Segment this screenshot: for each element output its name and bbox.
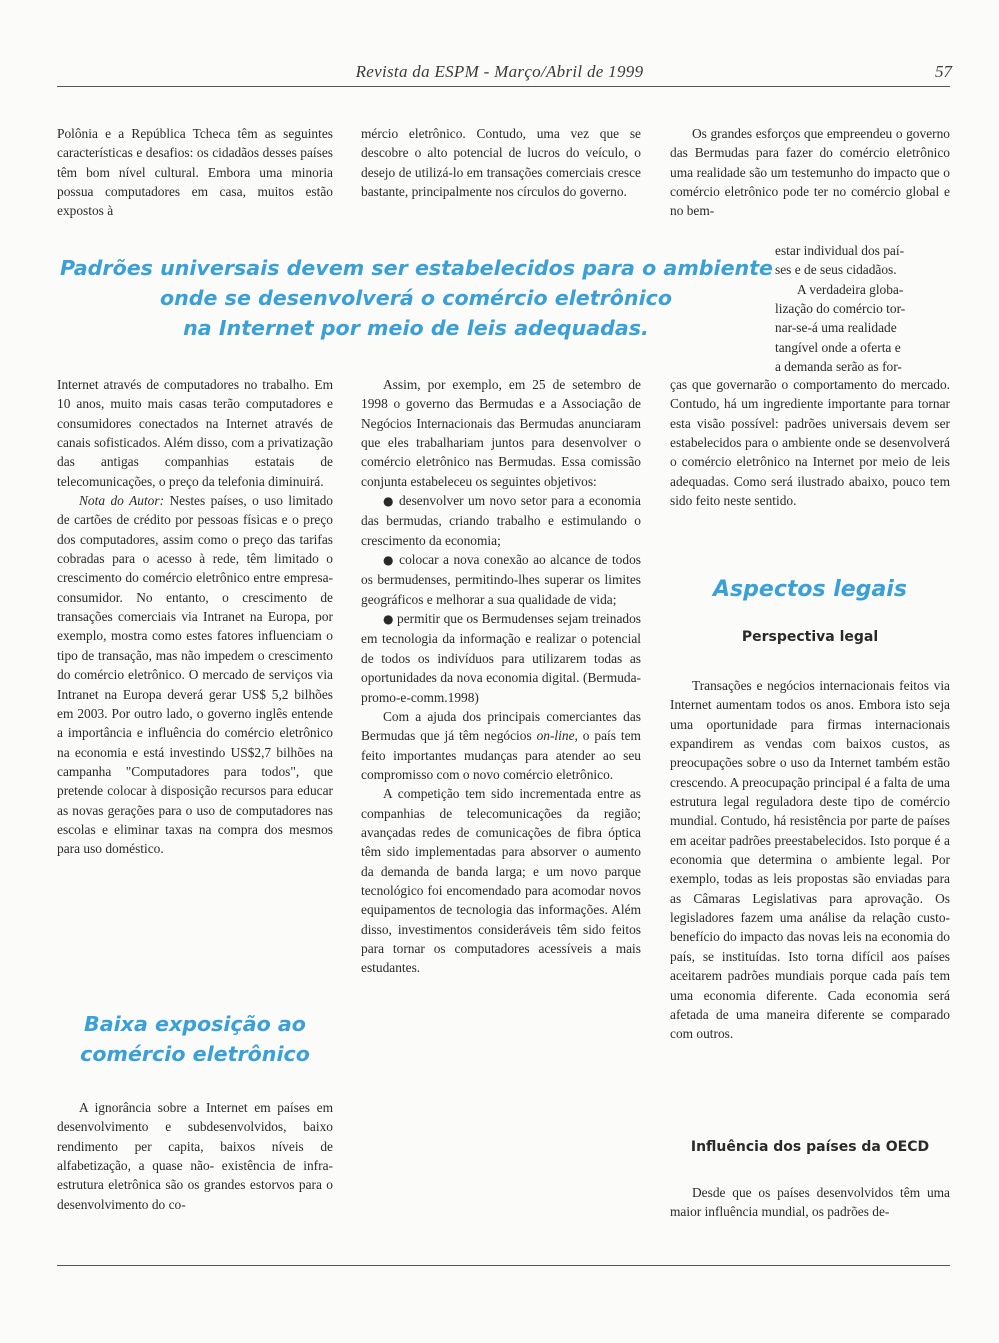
col2-body xyxy=(361,375,641,978)
paragraph: A competição tem sido incrementada entre as companhias de telecomunicações da região; avançadas redes de comunicações de fibra óptica têm sido implementadas para absorver o aumento da demanda de banda larga; e um novo parque tecnológico foi encomendado para acomodar novos equipamentos de tecnologia das informações. Além disso, investimentos consideráveis têm sido feitos para tornar os computadores acessíveis a mais estudantes. xyxy=(361,786,641,976)
paragraph: Nota do Autor: Nestes países, o uso limitado de cartões de crédito por pessoas físicas e o preço dos computadores, assim como o preço das tarifas cobradas para o acesso à rede, têm limitado o crescimento do comércio eletrônico entre empresa-consumidor. No entanto, o crescimento de transações comerciais via Intranet na Europa, por exemplo, mostra como estes fatores influenciam o tipo de transação, mas não impedem o crescimento do comércio eletrônico. O mercado de serviços via Intranet na Europa deverá gerar US$ 5,2 bilhões em 2003. Por outro lado, o governo inglês entende a importância e influência do comércio eletrônico na economia e está investindo US$2,7 bilhões na campanha "Computadores para todos", que pretende colocar à disposição recursos para educar as novas gerações para o uso de computadores nas escolas e eliminar taxas na compra dos mesmos para uso doméstico. xyxy=(57,493,333,857)
col3-top-text: Os grandes esforços que empreendeu o governo das Bermudas para fazer do comércio eletrônico uma realidade são um testemunho do impacto que o comércio eletrônico pode ter no comércio global e no bem- xyxy=(670,126,950,219)
col1-body xyxy=(57,375,333,859)
section-heading-aspectos-legais: Aspectos legais xyxy=(713,577,907,602)
paragraph: Internet através de computadores no trabalho. Em 10 anos, muito mais casas terão computadores e consumidores conectados na Internet através de canais sofisticados. Além disso, com a privatização das antigas companhias estatais de telecomunicações, o preço da telefonia diminuirá. xyxy=(57,377,333,489)
bullet-icon: ● xyxy=(383,553,395,568)
list-item: ● desenvolver um novo setor para a economia das bermudas, criando trabalho e estimulando o crescimento da economia; xyxy=(361,493,641,548)
page-number: 57 xyxy=(935,62,952,81)
list-item: ● colocar a nova conexão ao alcance de todos os bermudenses, permitindo-lhes superar os limites geográficos e melhorar a sua qualidade de vida; xyxy=(361,552,641,607)
sub-heading-influencia-oecd: Influência dos países da OECD xyxy=(690,1139,930,1155)
paragraph: Assim, por exemplo, em 25 de setembro de 1998 o governo das Bermudas e a Associação de Negócios Internacionais das Bermudas anunciaram que eles trabalhariam juntos para desenvolver o comércio eletrônico nas Bermudas. Essa comissão conjunta estabeleceu os seguintes objetivos: xyxy=(361,377,641,489)
pull-quote xyxy=(60,253,772,343)
list-item: ● permitir que os Bermudenses sejam treinados em tecnologia da informação e realizar o potencial de todos os indivíduos para utilizarem todas as oportunidades da nova economia digital. (Bermuda-promo-e-comm.1998) xyxy=(361,611,641,705)
header-rule xyxy=(57,86,950,87)
col1-top-text: Polônia e a República Tcheca têm as seguintes características e desafios: os cidadãos desses países têm bom nível cultural. Embora uma minoria possua computadores em casa, muitos estão expostos à xyxy=(57,126,333,219)
footer-rule xyxy=(57,1265,950,1266)
pull-quote-line: onde se desenvolverá o comércio eletrônico xyxy=(160,286,672,310)
col1-body-2 xyxy=(57,1098,333,1214)
paragraph: ças que governarão o comportamento do mercado. Contudo, há um ingrediente importante para tornar esta visão possível: padrões universais devem ser estabelecidos para o ambiente onde se desenvolverá o comércio eletrônico na Internet por meio de leis adequadas. Como será ilustrado abaixo, pouco tem sido feito neste sentido. xyxy=(670,377,950,509)
paragraph: Desde que os países desenvolvidos têm uma maior influência mundial, os padrões de- xyxy=(670,1185,950,1220)
col3-wrap-text: estar individual dos paí- ses e de seus cidadãos. A verdadeira globa- lização do comércio tor- nar-se-á uma realidade tangível onde a oferta e a demanda serão as for- xyxy=(775,243,906,375)
paragraph: Transações e negócios internacionais feitos via Internet aumentam todos os anos. Embora isto seja uma oportunidade para firmas internacionais expandirem as vendas com baixos custos, as preocupações sobre o uso da Internet também estão crescendo. A preocupação principal é a falta de uma estrutura legal reguladora deste tipo de comércio mundial. Contudo, há resistência por parte de países em aceitar padrões preestabelecidos. Isto porque é a economia que determina o ambiente legal. Por exemplo, todas as leis propostas são enviadas para as Câmaras Legislativas para aprovação. Os legisladores fazem uma análise da relação custo-benefício do impacto das novas leis na economia do país, se instituídas. Isto torna difícil aos países aceitarem padrões mundiais porque cada país tem uma economia diferente. Cada economia será afetada de uma maneira diferente se comparado com outros. xyxy=(670,678,950,1042)
author-note-label: Nota do Autor: xyxy=(79,493,165,509)
col2-top-text: mércio eletrônico. Contudo, uma vez que se descobre o alto potencial de lucros do veículo, o desejo de utilizá-lo em transações comerciais cresce bastante, principalmente nos círculos do governo. xyxy=(361,126,641,200)
col3-body-2 xyxy=(670,676,950,1044)
paragraph: A ignorância sobre a Internet em países em desenvolvimento e subdesenvolvidos, baixo rendimento per capita, baixos níveis de alfabetização, a quase não- existência de infra-estrutura eletrônica são os grandes estorvos para o desenvolvimento do co- xyxy=(57,1100,333,1212)
journal-header: Revista da ESPM - Março/Abril de 1999 xyxy=(355,62,644,81)
bullet-icon: ● xyxy=(383,612,394,627)
col3-body-3 xyxy=(670,1183,950,1222)
pull-quote-line: na Internet por meio de leis adequadas. xyxy=(183,316,649,340)
col3-body xyxy=(670,375,950,510)
section-heading-baixa-exposicao: Baixa exposição ao comércio eletrônico xyxy=(80,1012,310,1066)
bullet-icon: ● xyxy=(383,494,395,509)
sub-heading-perspectiva-legal: Perspectiva legal xyxy=(741,629,879,645)
pull-quote-line: Padrões universais devem ser estabelecidos para o ambiente xyxy=(60,256,774,280)
paragraph: Com a ajuda dos principais comerciantes das Bermudas que já têm negócios on-line, o país tem feito importantes mudanças para atender ao seu compromisso com o novo comércio eletrônico. xyxy=(361,708,641,782)
